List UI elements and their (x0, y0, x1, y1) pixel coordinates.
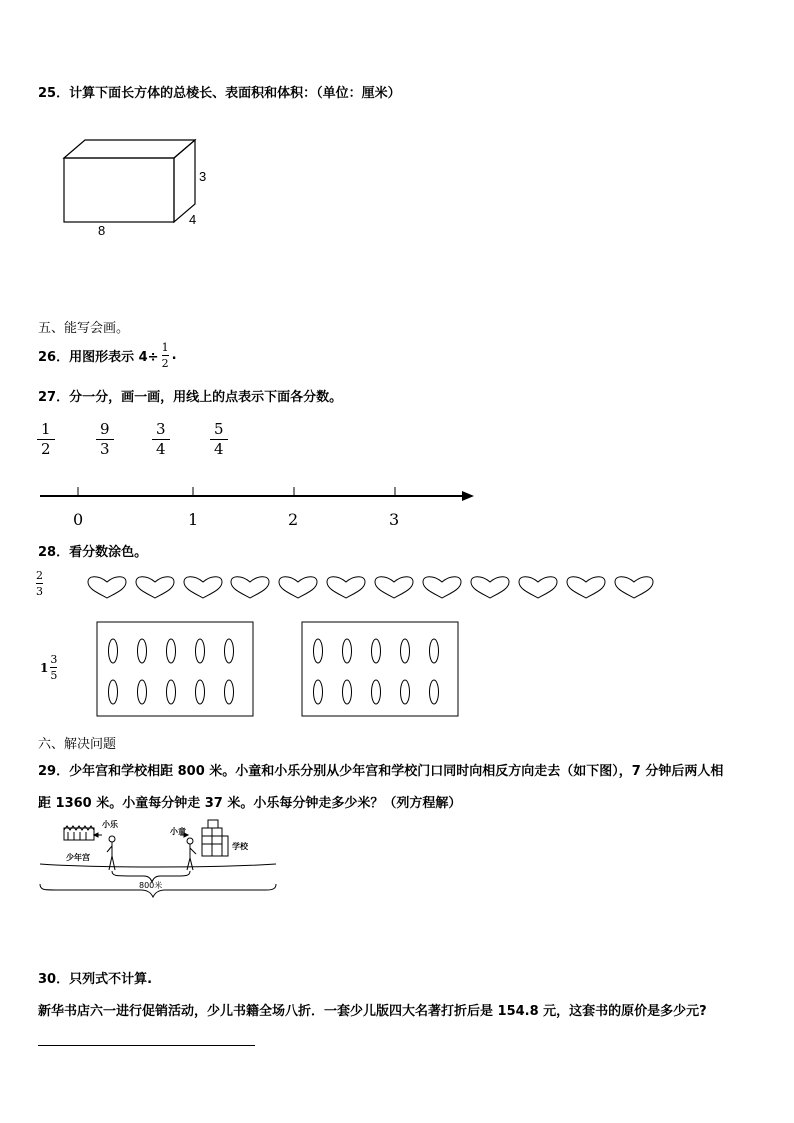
axis-label-3: 3 (389, 510, 400, 529)
q27-fraction-1 (39, 422, 53, 457)
q27-fraction-4-num: 5 (214, 420, 224, 438)
axis-label-0: 0 (73, 510, 84, 529)
xiaotong-figure (180, 833, 196, 870)
oval-shape (401, 680, 410, 704)
q26-question (38, 342, 177, 369)
heart-shape-3 (184, 577, 222, 598)
q27-fraction-3 (154, 422, 168, 457)
oval-shape (430, 639, 439, 663)
school-building (202, 820, 228, 856)
xiaole-figure (94, 833, 115, 870)
oval-shape (372, 639, 381, 663)
heart-shape-5 (279, 577, 317, 598)
label-xiaotong: 小童 (170, 827, 186, 836)
axis-label-2: 2 (288, 510, 299, 529)
oval-shape (225, 680, 234, 704)
oval-shape (343, 680, 352, 704)
oval-shape (167, 680, 176, 704)
label-distance: 800米 (139, 881, 163, 890)
heart-shape-4 (231, 577, 269, 598)
q28-mixed-number (40, 654, 57, 681)
q27-fraction-2-den: 3 (100, 440, 110, 458)
oval-shape (372, 680, 381, 704)
q28-fraction-1-num: 2 (36, 569, 43, 582)
q27-fraction-4-den: 4 (214, 440, 224, 458)
oval-shape (167, 639, 176, 663)
section6-title: 六、解决问题 (38, 737, 117, 752)
heart-shape-12 (615, 577, 653, 598)
heart-shape-7 (375, 577, 413, 598)
oval-shape (430, 680, 439, 704)
q28-fraction-1 (36, 570, 43, 597)
oval-shape (343, 639, 352, 663)
oval-box-1 (96, 621, 256, 719)
oval-shape (109, 639, 118, 663)
heart-shape-2 (136, 577, 174, 598)
label-xiaole: 小乐 (102, 820, 118, 829)
number-line (38, 484, 478, 506)
q28-fraction-2 (50, 654, 57, 681)
heart-shape-11 (567, 577, 605, 598)
hearts-row (86, 572, 666, 604)
heart-shape-6 (327, 577, 365, 598)
oval-shape (138, 680, 147, 704)
oval-shape (314, 639, 323, 663)
q26-fraction (162, 342, 169, 369)
q25-text: 25．计算下面长方体的总棱长、表面积和体积：（单位：厘米） (38, 86, 401, 101)
q26-suffix: . (171, 348, 177, 363)
cuboid-length-label: 8 (98, 223, 106, 238)
q27-fraction-2 (98, 422, 112, 457)
cuboid-height-label: 3 (199, 169, 207, 184)
q27-fraction-1-den: 2 (41, 440, 51, 458)
label-youth-palace: 少年宫 (66, 853, 90, 862)
heart-shape-10 (519, 577, 557, 598)
q30-body: 新华书店六一进行促销活动，少儿书籍全场八折．一套少儿版四大名著打折后是 154.8 元，这套书的原价是多少元? (38, 1004, 707, 1019)
cuboid-depth-label: 4 (189, 212, 197, 227)
oval-shape (109, 680, 118, 704)
label-school: 学校 (232, 842, 248, 851)
q26-text: 26．用图形表示 4÷ (38, 350, 159, 365)
oval-shape (196, 639, 205, 663)
oval-shape (196, 680, 205, 704)
q27-fraction-3-num: 3 (156, 420, 166, 438)
q29-line2: 距 1360 米。小童每分钟走 37 米。小乐每分钟走多少米？（列方程解） (38, 796, 462, 811)
oval-shape (138, 639, 147, 663)
heart-shape-1 (88, 577, 126, 598)
q28-text: 28．看分数涂色。 (38, 545, 148, 560)
q27-fraction-2-num: 9 (100, 420, 110, 438)
q27-fraction-3-den: 4 (156, 440, 166, 458)
heart-shape-9 (471, 577, 509, 598)
footnote-divider (38, 1045, 255, 1046)
oval-shape (225, 639, 234, 663)
section5-title: 五、能写会画。 (38, 321, 130, 336)
heart-shape-8 (423, 577, 461, 598)
axis-label-1: 1 (188, 510, 199, 529)
q26-frac-num: 1 (161, 341, 169, 354)
oval-shape (314, 680, 323, 704)
q27-text: 27．分一分，画一画，用线上的点表示下面各分数。 (38, 390, 343, 405)
oval-shape (401, 639, 410, 663)
q30-title: 30．只列式不计算. (38, 972, 153, 987)
q29-line1: 29．少年宫和学校相距 800 米。小童和小乐分别从少年宫和学校门口同时向相反方向走去（如下图），7 分钟后两人相 (38, 764, 724, 779)
q28-fraction-1-den: 3 (36, 585, 43, 598)
youth-palace-building (64, 826, 94, 840)
q26-frac-den: 2 (161, 357, 169, 370)
oval-box-2 (301, 621, 461, 719)
q28-fraction-2-num: 3 (50, 653, 58, 666)
cuboid-figure (55, 130, 225, 245)
q27-fraction-4 (212, 422, 226, 457)
q28-mixed-whole: 1 (40, 660, 49, 675)
q28-fraction-2-den: 5 (50, 669, 58, 682)
q27-fraction-1-num: 1 (41, 420, 51, 438)
